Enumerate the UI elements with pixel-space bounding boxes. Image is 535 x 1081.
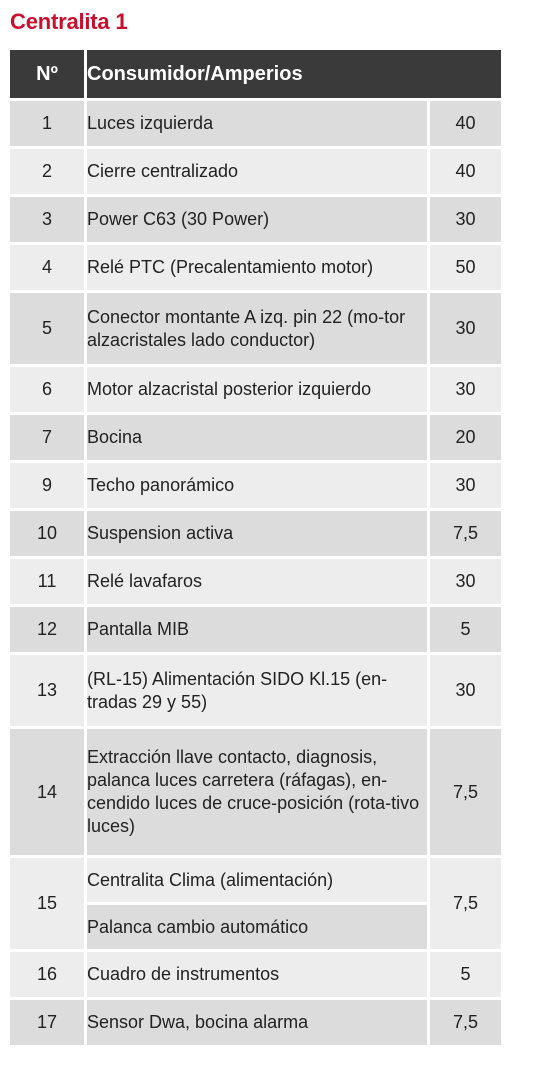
row-consumer: Relé PTC (Precalentamiento motor) — [87, 245, 427, 290]
table-row — [10, 952, 501, 997]
row-amps: 7,5 — [430, 1000, 501, 1045]
row-consumer: Centralita Clima (alimentación) — [87, 858, 427, 902]
table-row — [10, 149, 501, 194]
row-consumer: Palanca cambio automático — [87, 905, 427, 949]
table-row — [10, 197, 501, 242]
row-consumer: Motor alzacristal posterior izquierdo — [87, 367, 427, 412]
table-row — [10, 1000, 501, 1045]
table-row — [10, 729, 501, 855]
table-row — [10, 101, 501, 146]
table-header — [10, 50, 501, 98]
row-consumer: Relé lavafaros — [87, 559, 427, 604]
row-amps: 5 — [430, 952, 501, 997]
row-amps: 5 — [430, 607, 501, 652]
row-consumer: Cuadro de instrumentos — [87, 952, 427, 997]
row-number: 6 — [10, 367, 84, 412]
row-amps: 7,5 — [430, 511, 501, 556]
page-title: Centralita 1 — [10, 9, 128, 34]
row-consumer: Power C63 (30 Power) — [87, 197, 427, 242]
row-consumer: Cierre centralizado — [87, 149, 427, 194]
table-row — [10, 463, 501, 508]
row-consumer: Luces izquierda — [87, 101, 427, 146]
row-amps: 30 — [430, 463, 501, 508]
table-row — [10, 245, 501, 290]
row-number: 2 — [10, 149, 84, 194]
fuse-table — [7, 47, 504, 1048]
row-amps: 30 — [430, 655, 501, 726]
row-amps: 50 — [430, 245, 501, 290]
row-consumer: Bocina — [87, 415, 427, 460]
row-number: 13 — [10, 655, 84, 726]
row-consumer: Extracción llave contacto, diagnosis, palanca luces carretera (ráfagas), en-cendido luces de cruce-posición (rota-tivo luces) — [87, 729, 427, 855]
row-number: 9 — [10, 463, 84, 508]
row-amps: 40 — [430, 101, 501, 146]
row-number: 15 — [10, 858, 84, 949]
row-amps: 7,5 — [430, 729, 501, 855]
row-amps: 30 — [430, 197, 501, 242]
row-consumer: Pantalla MIB — [87, 607, 427, 652]
row-number: 3 — [10, 197, 84, 242]
row-number: 10 — [10, 511, 84, 556]
row-number: 4 — [10, 245, 84, 290]
table-row — [10, 293, 501, 364]
row-amps: 20 — [430, 415, 501, 460]
row-number: 16 — [10, 952, 84, 997]
table-row — [10, 511, 501, 556]
row-amps: 7,5 — [430, 858, 501, 949]
table-row — [10, 858, 501, 902]
row-amps: 30 — [430, 293, 501, 364]
header-number: Nº — [10, 50, 84, 98]
row-consumer: (RL-15) Alimentación SIDO Kl.15 (en-tradas 29 y 55) — [87, 655, 427, 726]
row-consumer: Conector montante A izq. pin 22 (mo-tor alzacristales lado conductor) — [87, 293, 427, 364]
row-consumer: Techo panorámico — [87, 463, 427, 508]
table-row — [10, 559, 501, 604]
table-row — [10, 367, 501, 412]
row-amps: 30 — [430, 559, 501, 604]
row-number: 11 — [10, 559, 84, 604]
row-number: 14 — [10, 729, 84, 855]
row-consumer: Suspension activa — [87, 511, 427, 556]
row-consumer: Sensor Dwa, bocina alarma — [87, 1000, 427, 1045]
row-number: 5 — [10, 293, 84, 364]
row-amps: 30 — [430, 367, 501, 412]
row-number: 12 — [10, 607, 84, 652]
table-row — [10, 607, 501, 652]
row-number: 1 — [10, 101, 84, 146]
row-number: 7 — [10, 415, 84, 460]
row-number: 17 — [10, 1000, 84, 1045]
row-amps: 40 — [430, 149, 501, 194]
table-row — [10, 655, 501, 726]
table-row — [10, 415, 501, 460]
header-consumer: Consumidor/Amperios — [87, 50, 501, 98]
